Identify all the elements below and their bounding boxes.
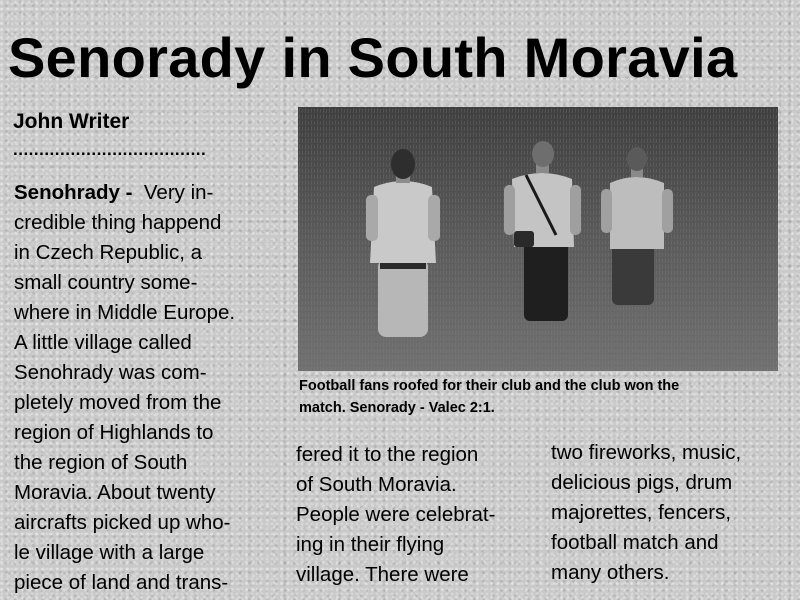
caption-line: Football fans roofed for their club and the club won the <box>299 378 680 394</box>
column-line: People were celebrat- <box>296 503 496 526</box>
photo-caption <box>299 376 779 419</box>
column-line: Moravia. About twenty <box>14 481 216 504</box>
column-line: majorettes, fencers, <box>551 501 732 524</box>
column-line: of South Moravia. <box>296 473 457 496</box>
column-line: football match and <box>551 531 719 554</box>
column-line: fered it to the region <box>296 443 479 466</box>
column-line: many others. <box>551 561 670 584</box>
column-line: aircrafts picked up who- <box>14 511 231 534</box>
article-photo <box>298 107 778 371</box>
column-text: Very in- <box>143 181 214 204</box>
caption-line: match. Senorady - Valec 2:1. <box>299 399 495 416</box>
column-line: small country some- <box>14 271 198 294</box>
author-byline: John Writer <box>13 110 130 133</box>
column-line: credible thing happend <box>14 211 222 234</box>
column-line: Senohrady was com- <box>14 361 207 384</box>
column-line: ing in their flying <box>296 533 445 556</box>
column-line <box>14 178 284 208</box>
byline-separator: ..................................... <box>13 140 207 159</box>
article-column-1 <box>14 178 284 598</box>
column-line: le village with a large <box>14 541 205 564</box>
column-line: where in Middle Europe. <box>14 301 236 324</box>
column-line: piece of land and trans- <box>14 571 229 594</box>
column-line: region of Highlands to <box>14 421 214 444</box>
article-column-2 <box>296 440 536 590</box>
column-line: pletely moved from the <box>14 391 222 414</box>
column-line: village. There were <box>296 563 469 586</box>
column-line: delicious pigs, drum <box>551 471 733 494</box>
column-line: the region of South <box>14 451 188 474</box>
column-line: in Czech Republic, a <box>14 241 203 264</box>
football-fans-photo <box>298 107 778 371</box>
column-line: A little village called <box>14 331 192 354</box>
headline: Senorady in South Moravia <box>8 26 738 89</box>
column-line: two fireworks, music, <box>551 441 742 464</box>
dateline: Senohrady - <box>14 181 133 204</box>
article-column-3 <box>551 438 791 588</box>
